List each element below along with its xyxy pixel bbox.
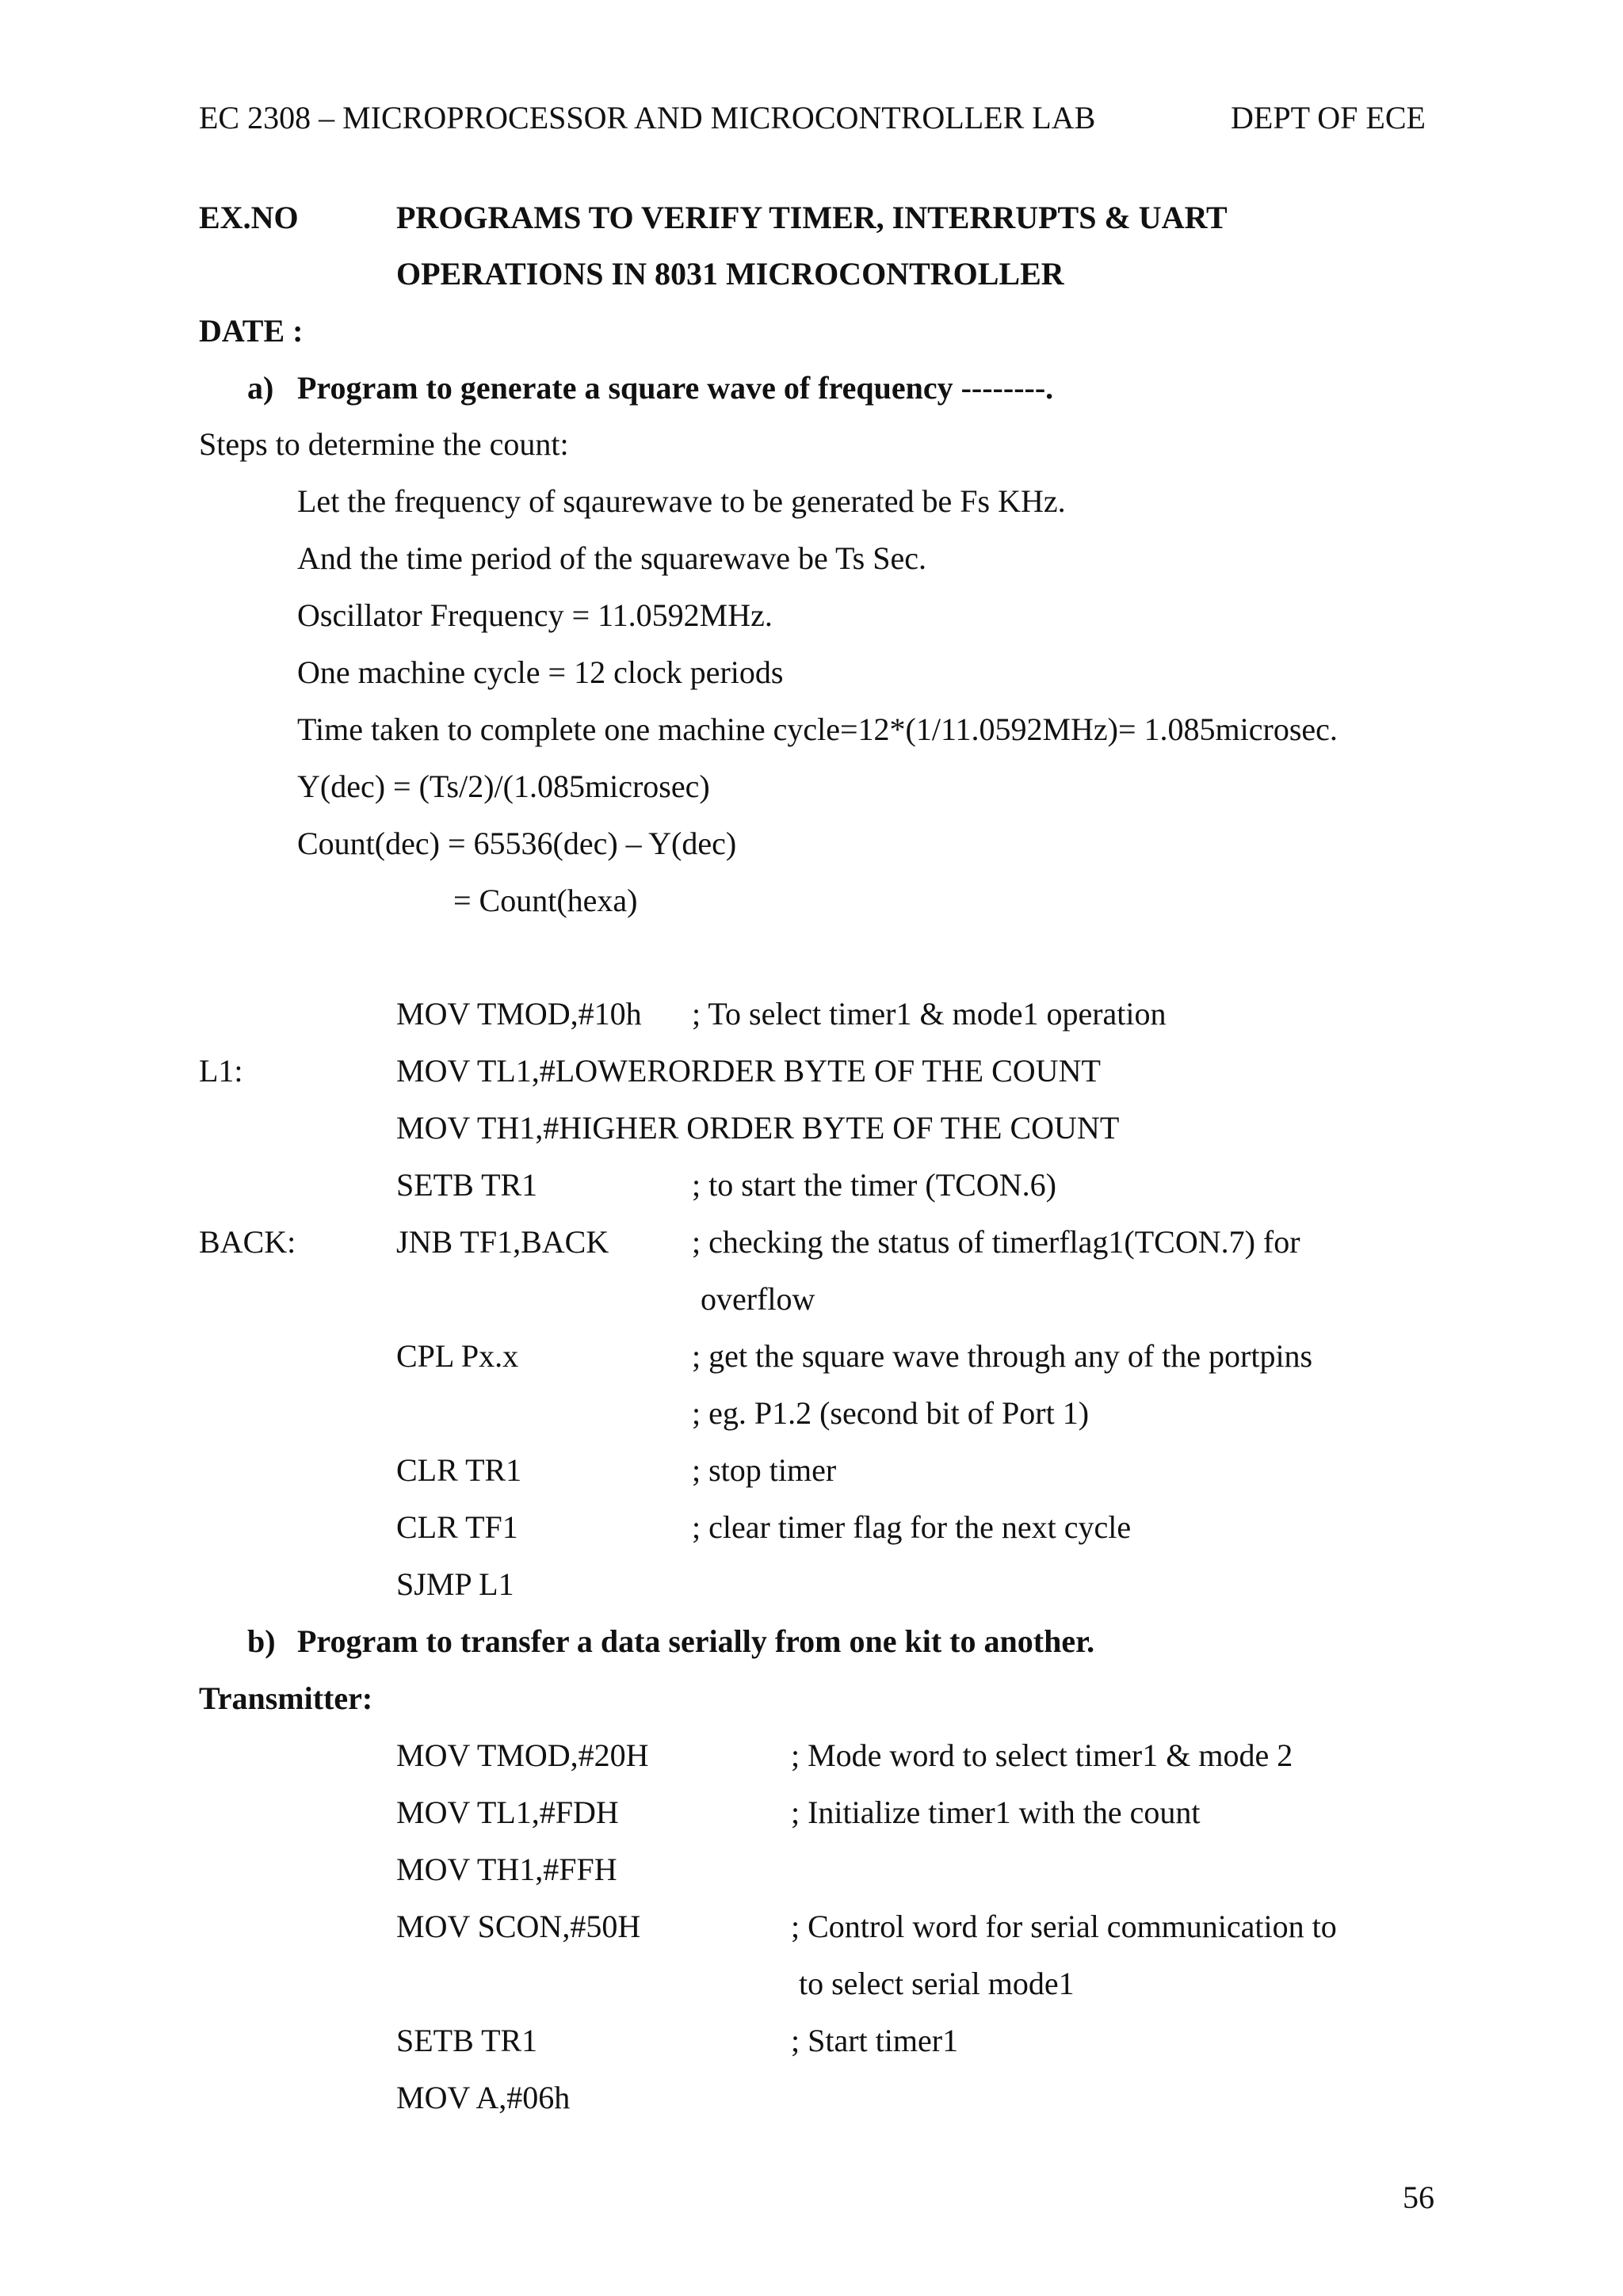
code-instruction: SJMP L1 <box>396 1566 514 1602</box>
code-instruction: SETB TR1 <box>396 2023 538 2058</box>
step-line: Time taken to complete one machine cycle=12*(1/11.0592MHz)= 1.085microsec. <box>297 711 1338 747</box>
code-comment: ; to start the timer (TCON.6) <box>692 1167 1056 1203</box>
step-line: And the time period of the squarewave be Ts Sec. <box>297 540 927 576</box>
section-b-heading: Program to transfer a data serially from one kit to another. <box>297 1623 1095 1659</box>
code-comment: ; checking the status of timerflag1(TCON.7) for <box>692 1224 1300 1260</box>
code-comment: ; get the square wave through any of the portpins <box>692 1338 1313 1374</box>
code-instruction: MOV TH1,#HIGHER ORDER BYTE OF THE COUNT <box>396 1110 1120 1146</box>
section-a-marker: a) <box>247 370 274 406</box>
code-comment: ; To select timer1 & mode1 operation <box>692 996 1167 1032</box>
code-instruction: JNB TF1,BACK <box>396 1224 609 1260</box>
section-b-marker: b) <box>247 1623 276 1659</box>
code-instruction: MOV TH1,#FFH <box>396 1852 617 1887</box>
code-comment: ; Start timer1 <box>791 2023 959 2058</box>
code-comment: to select serial mode1 <box>799 1966 1075 2001</box>
code-instruction: MOV TMOD,#10h <box>396 996 642 1032</box>
exercise-title-line-1: PROGRAMS TO VERIFY TIMER, INTERRUPTS & UART <box>396 200 1228 235</box>
code-instruction: CLR TR1 <box>396 1452 522 1488</box>
code-comment: ; eg. P1.2 (second bit of Port 1) <box>692 1395 1090 1431</box>
date-label: DATE : <box>199 313 304 349</box>
step-line: = Count(hexa) <box>453 883 638 918</box>
code-instruction: MOV TMOD,#20H <box>396 1737 649 1773</box>
step-line: Y(dec) = (Ts/2)/(1.085microsec) <box>297 769 710 804</box>
page-number: 56 <box>1403 2180 1434 2215</box>
step-line: Let the frequency of sqaurewave to be generated be Fs KHz. <box>297 483 1066 519</box>
code-instruction: MOV A,#06h <box>396 2080 571 2115</box>
code-instruction: CLR TF1 <box>396 1509 518 1545</box>
step-line: One machine cycle = 12 clock periods <box>297 654 784 690</box>
exercise-title-line-2: OPERATIONS IN 8031 MICROCONTROLLER <box>396 256 1064 292</box>
step-line: Oscillator Frequency = 11.0592MHz. <box>297 597 773 633</box>
step-line: Count(dec) = 65536(dec) – Y(dec) <box>297 826 737 861</box>
code-comment: ; clear timer flag for the next cycle <box>692 1509 1132 1545</box>
code-comment: ; Mode word to select timer1 & mode 2 <box>791 1737 1293 1773</box>
code-label: L1: <box>199 1053 243 1089</box>
code-comment: ; Control word for serial communication to <box>791 1909 1337 1944</box>
course-title: EC 2308 – MICROPROCESSOR AND MICROCONTROLLER LAB <box>199 100 1096 135</box>
section-a-heading: Program to generate a square wave of frequency --------. <box>297 370 1054 406</box>
code-instruction: MOV SCON,#50H <box>396 1909 641 1944</box>
department-label: DEPT OF ECE <box>1231 100 1426 135</box>
transmitter-heading: Transmitter: <box>199 1680 373 1716</box>
code-instruction: MOV TL1,#FDH <box>396 1794 619 1830</box>
code-label: BACK: <box>199 1224 296 1260</box>
code-comment: overflow <box>701 1281 815 1317</box>
code-instruction: SETB TR1 <box>396 1167 538 1203</box>
code-instruction: MOV TL1,#LOWERORDER BYTE OF THE COUNT <box>396 1053 1101 1089</box>
exercise-number-label: EX.NO <box>199 200 299 235</box>
code-comment: ; Initialize timer1 with the count <box>791 1794 1201 1830</box>
code-comment: ; stop timer <box>692 1452 837 1488</box>
code-instruction: CPL Px.x <box>396 1338 519 1374</box>
steps-intro: Steps to determine the count: <box>199 426 569 462</box>
